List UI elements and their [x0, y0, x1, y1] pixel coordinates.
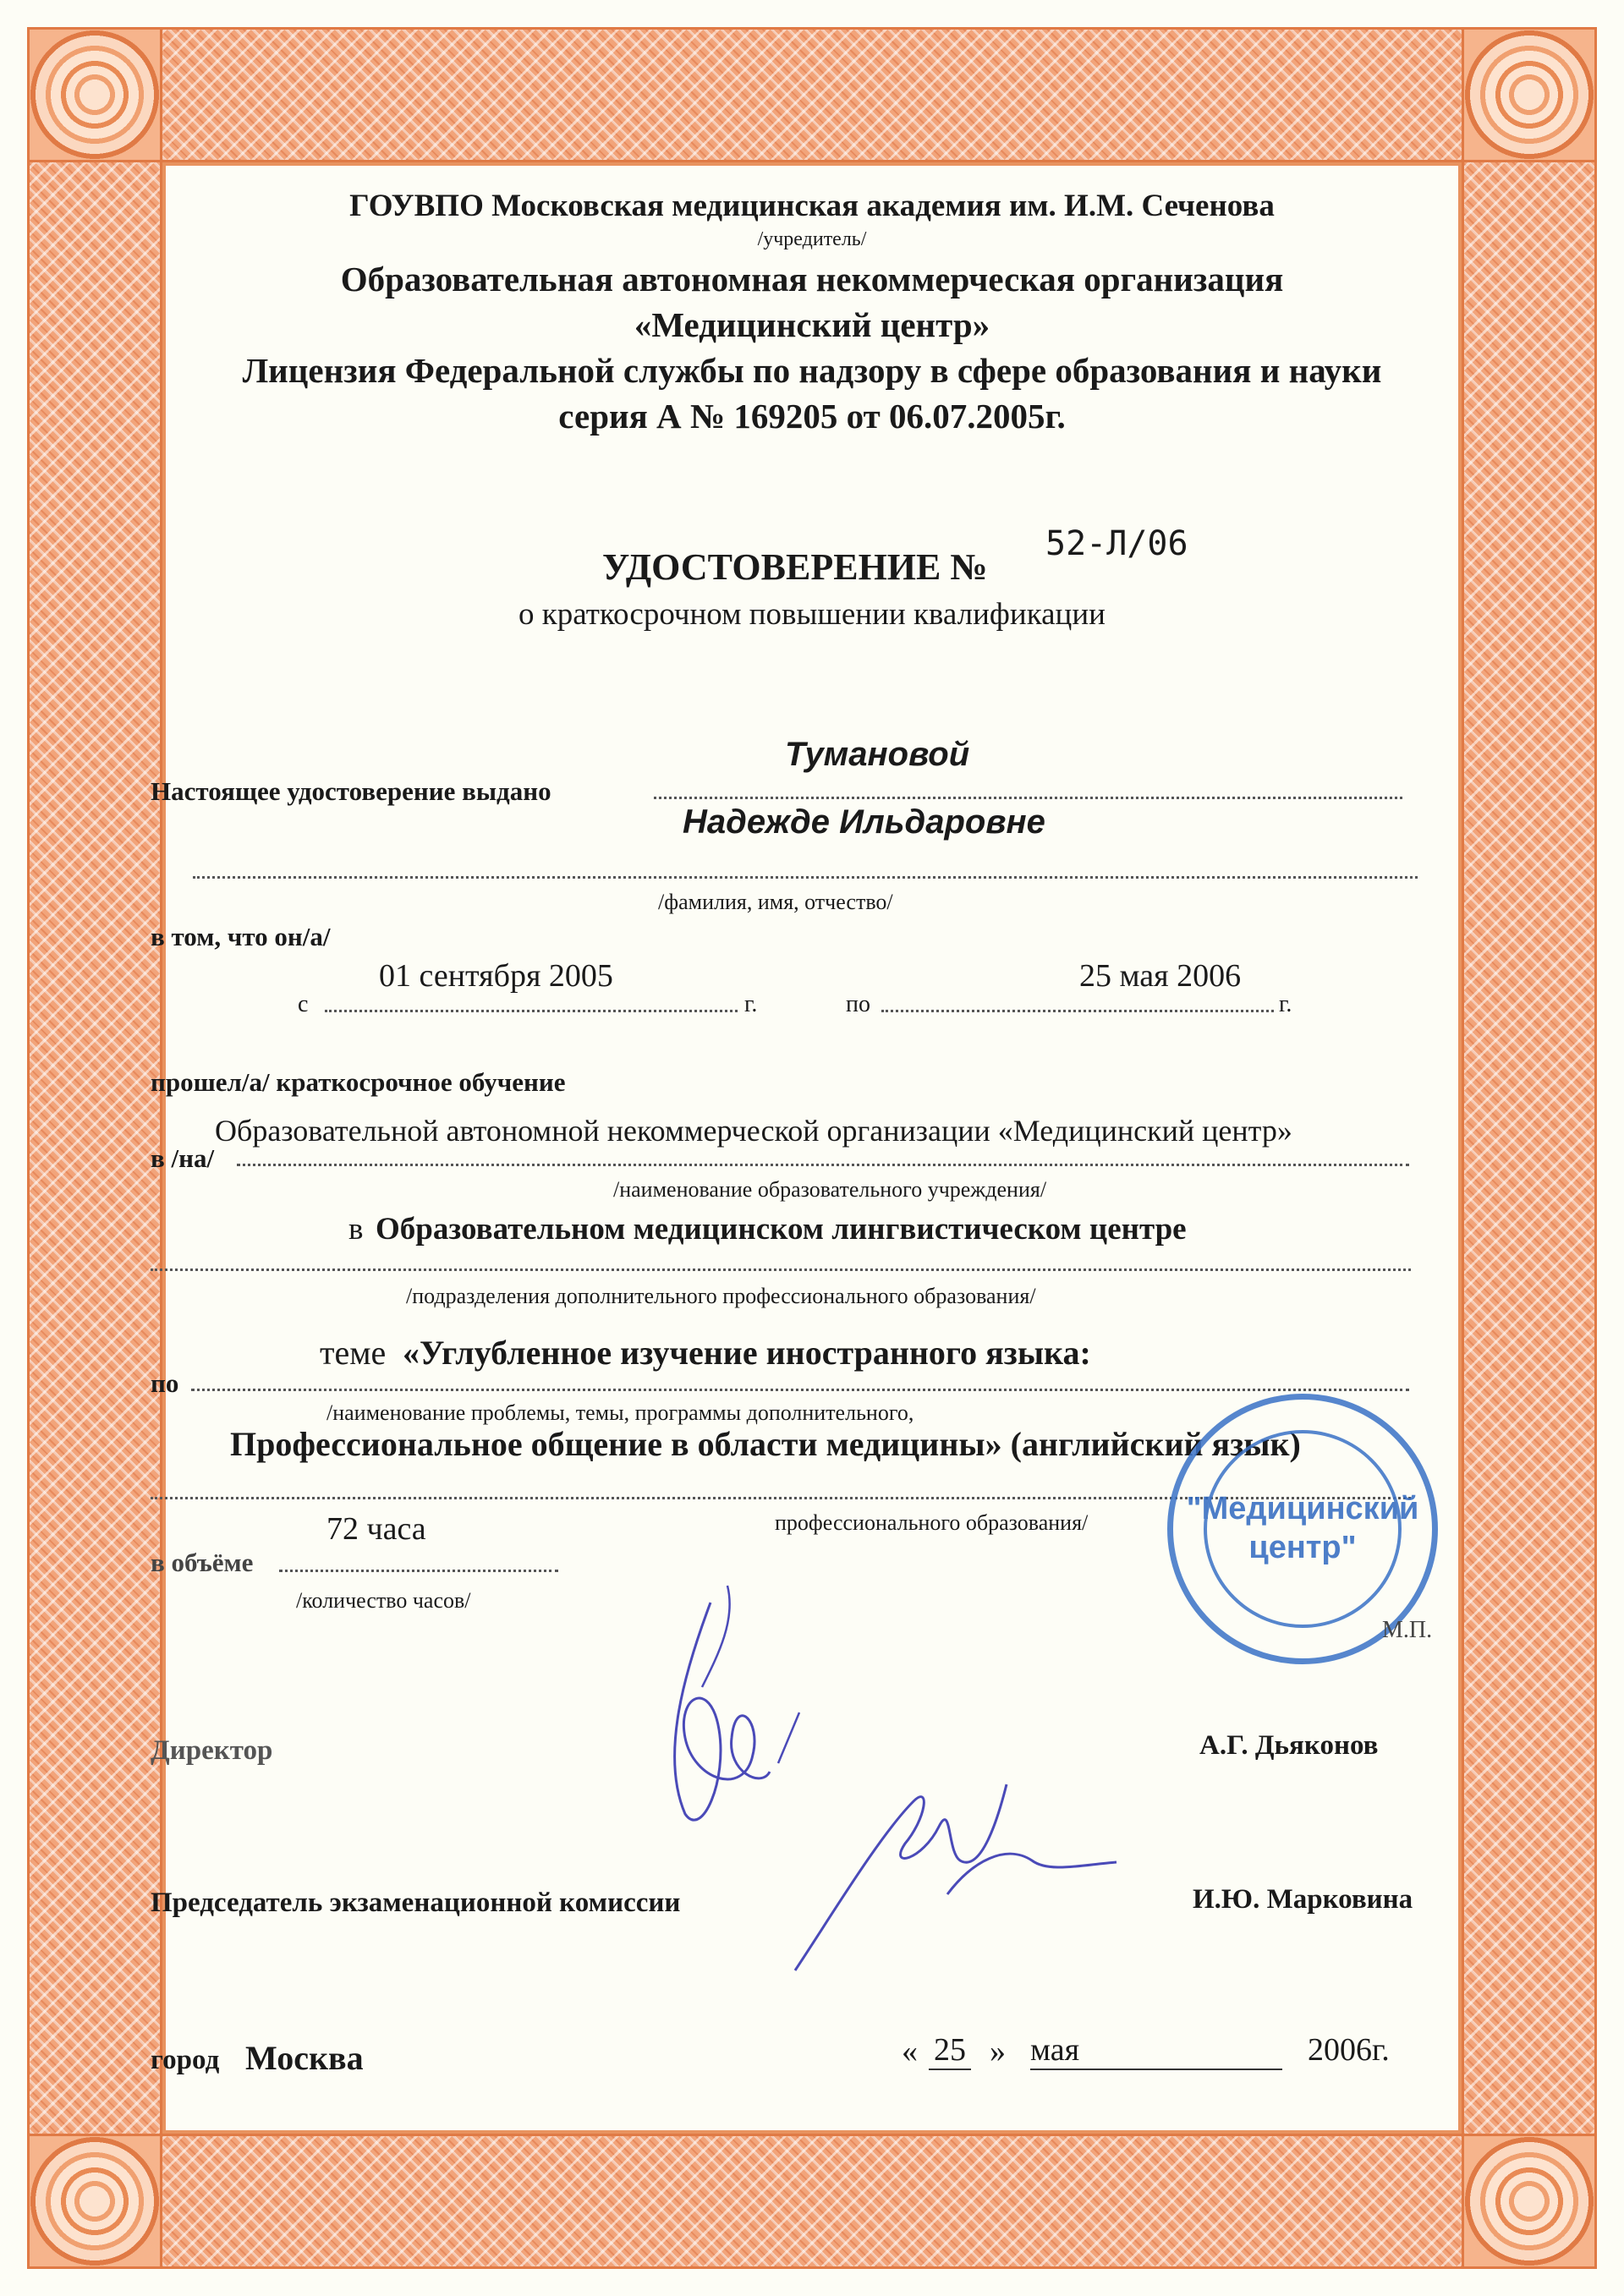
corner-rosette-icon — [27, 2134, 162, 2269]
city-name: Москва — [245, 2039, 364, 2077]
dotted-line — [237, 1164, 1409, 1166]
stamp-text-line1: "Медицинский — [1186, 1491, 1419, 1526]
stamp-inner-ring — [1204, 1430, 1402, 1628]
period-from-suffix: г. — [744, 991, 758, 1017]
city-label: город — [151, 2045, 220, 2075]
volume-label: в объёме — [151, 1548, 254, 1577]
date-month: мая — [1030, 2031, 1282, 2070]
institution-at-label: в /на/ — [151, 1143, 215, 1173]
director-label: Директор — [151, 1735, 273, 1766]
date-day-close: » — [990, 2034, 1006, 2069]
period-to-label: по — [846, 991, 870, 1017]
dotted-line — [325, 1010, 738, 1012]
chair-name: И.Ю. Марковина — [1193, 1884, 1413, 1915]
dotted-line — [193, 876, 1418, 879]
corner-rosette-icon — [1462, 27, 1597, 162]
corner-rosette-icon — [27, 27, 162, 162]
ornamental-border-bottom — [27, 2134, 1597, 2269]
ornamental-border-left — [27, 27, 162, 2269]
period-from-value: 01 сентября 2005 — [379, 958, 613, 994]
founder-org: ГОУВПО Московская медицинская академия им. И.М. Сеченова — [349, 189, 1275, 223]
ornamental-border-right — [1462, 27, 1597, 2269]
date-year: 2006г. — [1308, 2032, 1390, 2068]
training-label: прошел/а/ краткосрочное обучение — [151, 1067, 566, 1097]
dotted-line — [279, 1570, 558, 1572]
period-intro: в том, что он/а/ — [151, 922, 331, 951]
period-to-value: 25 мая 2006 — [1079, 958, 1242, 994]
recipient-given-names: Надежде Ильдаровне — [683, 803, 1045, 841]
recipient-surname: Тумановой — [785, 736, 970, 773]
founder-caption: /учредитель/ — [757, 228, 867, 250]
topic-label: по — [151, 1368, 179, 1398]
dotted-line — [151, 1269, 1411, 1271]
director-name: А.Г. Дьяконов — [1199, 1730, 1379, 1761]
department-prefix: в — [348, 1212, 364, 1247]
chair-signature — [778, 1767, 1133, 1979]
period-from-label: с — [298, 991, 309, 1017]
department-caption: /подразделения дополнительного профессионального образования/ — [406, 1284, 1036, 1308]
certificate-title: УДОСТОВЕРЕНИЕ № — [602, 546, 988, 588]
org-name-line2: «Медицинский центр» — [634, 305, 990, 344]
topic-prefix: теме — [320, 1334, 387, 1372]
stamp-text-line2: центр" — [1248, 1530, 1357, 1565]
license-line2: серия А № 169205 от 06.07.2005г. — [558, 397, 1066, 436]
topic-line2: Профессиональное общение в области медицины» (английский язык) — [230, 1425, 1301, 1463]
volume-value: 72 часа — [326, 1511, 426, 1547]
dotted-line — [191, 1389, 1409, 1391]
corner-rosette-icon — [1462, 2134, 1597, 2269]
date-day: 25 — [929, 2031, 971, 2070]
date-day-open: « — [902, 2034, 918, 2069]
certificate-subtitle: о краткосрочном повышении квалификации — [518, 597, 1106, 632]
ornamental-border-top — [27, 27, 1597, 162]
topic-line1: «Углубленное изучение иностранного языка: — [403, 1334, 1091, 1372]
institution-caption: /наименование образовательного учреждения/ — [613, 1177, 1047, 1202]
institution-name: Образовательной автономной некоммерческой организации «Медицинский центр» — [215, 1114, 1292, 1148]
department-name: Образовательном медицинском лингвистическом центре — [376, 1212, 1187, 1247]
certificate-number: 52-Л/06 — [1045, 524, 1188, 563]
dotted-line — [881, 1010, 1274, 1012]
dotted-line — [654, 797, 1402, 799]
volume-caption: /количество часов/ — [296, 1588, 471, 1613]
license-line1: Лицензия Федеральной службы по надзору в сфере образования и науки — [242, 351, 1382, 390]
period-to-suffix: г. — [1279, 991, 1292, 1017]
org-name-line1: Образовательная автономная некоммерческая организация — [340, 260, 1284, 299]
name-caption: /фамилия, имя, отчество/ — [658, 890, 893, 914]
topic-caption-1: /наименование проблемы, темы, программы дополнительного, — [326, 1400, 914, 1425]
seal-label: М.П. — [1382, 1617, 1433, 1643]
chair-label: Председатель экзаменационной комиссии — [151, 1888, 681, 1918]
topic-caption-2: профессионального образования/ — [775, 1510, 1089, 1535]
issued-label: Настоящее удостоверение выдано — [151, 776, 551, 806]
